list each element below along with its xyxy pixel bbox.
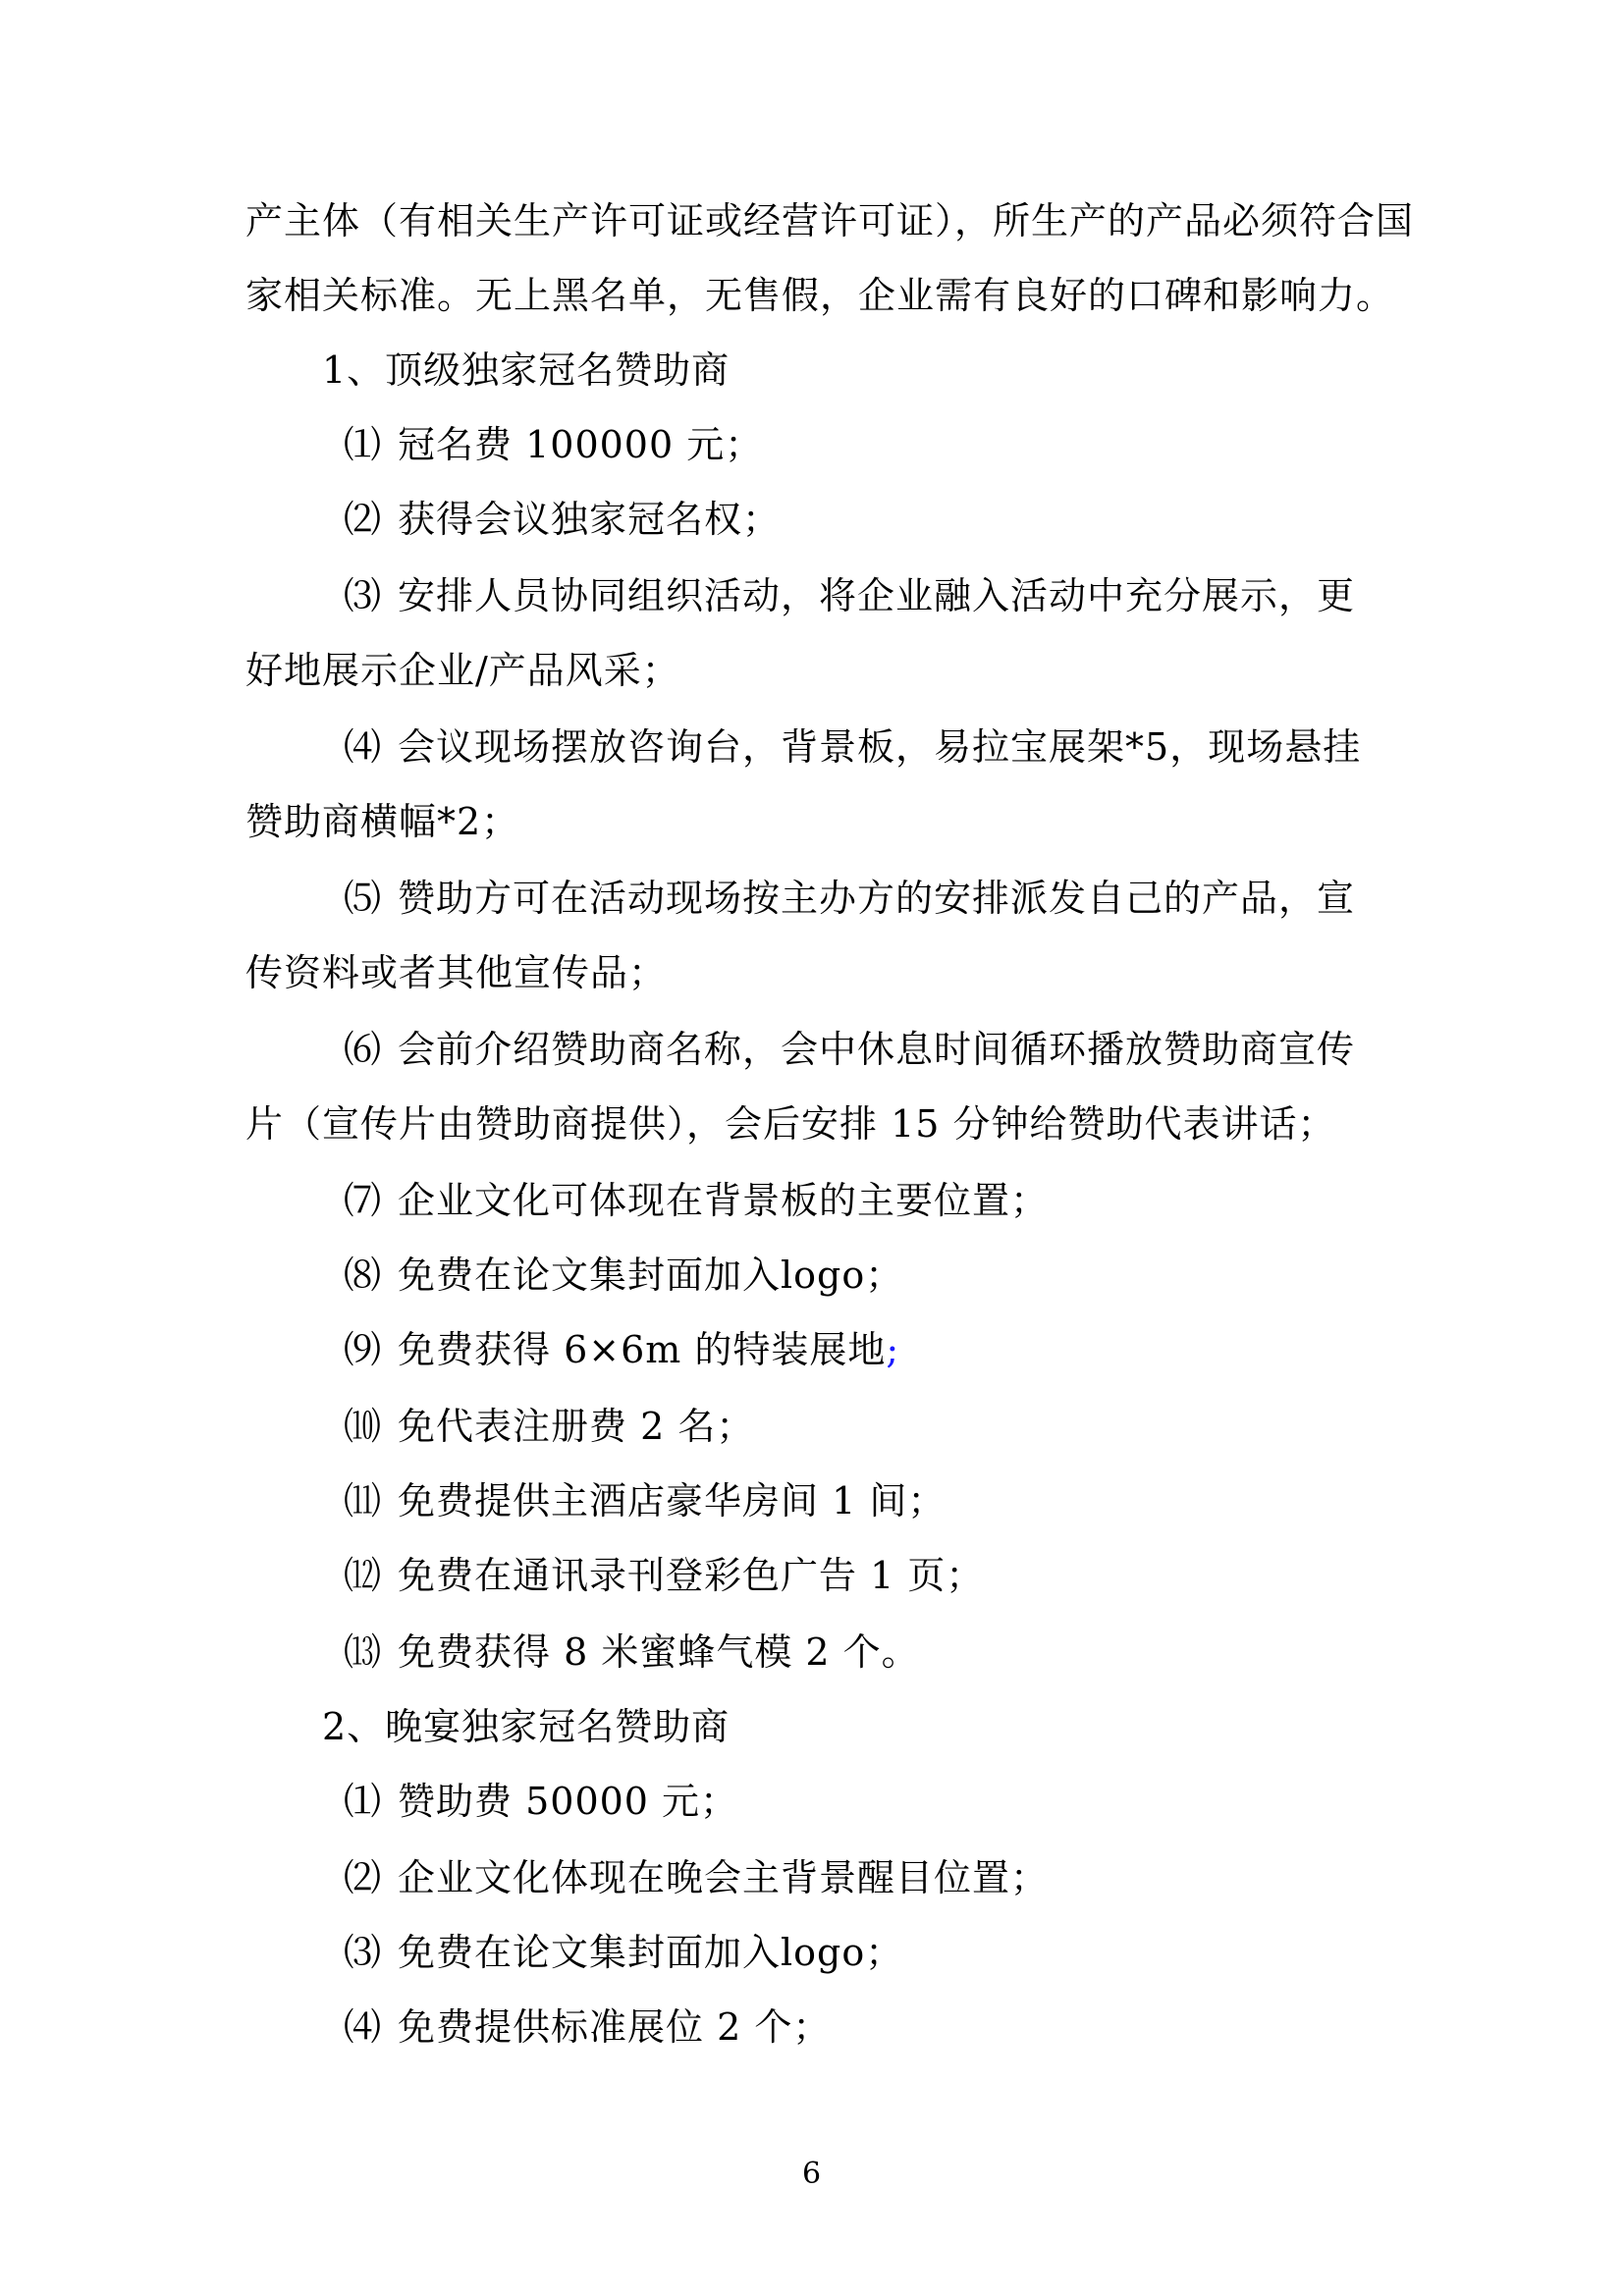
item-number: ⑸ <box>344 877 383 920</box>
section-1-item-5: ⑸ 赞助方可在活动现场按主办方的安排派发自己的产品，宣 <box>344 874 1355 923</box>
intro-line-2: 家相关标准。无上黑名单，无售假，企业需有良好的口碑和影响力。 <box>245 274 1395 317</box>
item-number: ⑵ <box>344 498 383 541</box>
section-1-heading: 1、顶级独家冠名赞助商 <box>322 348 730 392</box>
item-number: ⒀ <box>344 1630 383 1674</box>
section-1-item-2: ⑵ 获得会议独家冠名权； <box>344 495 781 544</box>
item-number: ⑶ <box>344 1931 383 1974</box>
section-2-heading: 2、晚宴独家冠名赞助商 <box>322 1705 730 1748</box>
section-1-item-3: ⑶ 安排人员协同组织活动，将企业融入活动中充分展示，更 <box>344 571 1355 620</box>
item-number: ⑶ <box>344 574 383 617</box>
section-1-item-1: ⑴ 冠名费 100000 元； <box>344 420 763 469</box>
section-1-item-13: ⒀ 免费获得 8 米蜜蜂气模 2 个。 <box>344 1628 920 1677</box>
section-2-item-4: ⑷ 免费提供标准展位 2 个； <box>344 2002 831 2052</box>
section-1-item-4: ⑷ 会议现场摆放咨询台，背景板，易拉宝展架*5，现场悬挂 <box>344 722 1361 772</box>
section-1-item-5-cont: 传资料或者其他宣传品； <box>245 951 668 994</box>
item-number: ⑵ <box>344 1856 383 1899</box>
item-number: ⑹ <box>344 1028 383 1071</box>
item-number: ⑾ <box>344 1479 383 1522</box>
section-2-item-1: ⑴ 赞助费 50000 元； <box>344 1777 738 1826</box>
section-1-item-12: ⑿ 免费在通讯录刊登彩色广告 1 页； <box>344 1551 984 1600</box>
section-1-item-6-cont: 片（宣传片由赞助商提供），会后安排 15 分钟给赞助代表讲话； <box>245 1102 1336 1146</box>
item-number: ⑻ <box>344 1254 383 1297</box>
item-number: ⑴ <box>344 423 383 466</box>
item-number: ⑽ <box>344 1405 383 1448</box>
item-number: ⑷ <box>344 725 383 769</box>
item-number: ⑴ <box>344 1780 383 1823</box>
section-2-item-3: ⑶ 免费在论文集封面加入logo； <box>344 1928 903 1977</box>
section-1-item-6: ⑹ 会前介绍赞助商名称，会中休息时间循环播放赞助商宣传 <box>344 1025 1355 1074</box>
section-1-item-7: ⑺ 企业文化可体现在背景板的主要位置； <box>344 1176 1049 1225</box>
section-1-item-10: ⑽ 免代表注册费 2 名； <box>344 1402 754 1451</box>
section-1-item-9: ⑼ 免费获得 6×6m 的特装展地; <box>344 1325 899 1374</box>
section-1-item-4-cont: 赞助商横幅*2； <box>245 800 520 843</box>
item-number: ⑿ <box>344 1554 383 1597</box>
section-2-item-2: ⑵ 企业文化体现在晚会主背景醒目位置； <box>344 1853 1049 1902</box>
section-1-item-8: ⑻ 免费在论文集封面加入logo； <box>344 1251 903 1300</box>
item-number: ⑷ <box>344 2005 383 2049</box>
item-number: ⑺ <box>344 1179 383 1222</box>
page-number: 6 <box>801 2157 822 2191</box>
section-1-item-11: ⑾ 免费提供主酒店豪华房间 1 间； <box>344 1476 946 1525</box>
intro-line-1: 产主体（有相关生产许可证或经营许可证），所生产的产品必须符合国 <box>245 199 1415 242</box>
item-number: ⑼ <box>344 1328 383 1371</box>
section-1-item-3-cont: 好地展示企业/产品风采； <box>245 649 680 692</box>
